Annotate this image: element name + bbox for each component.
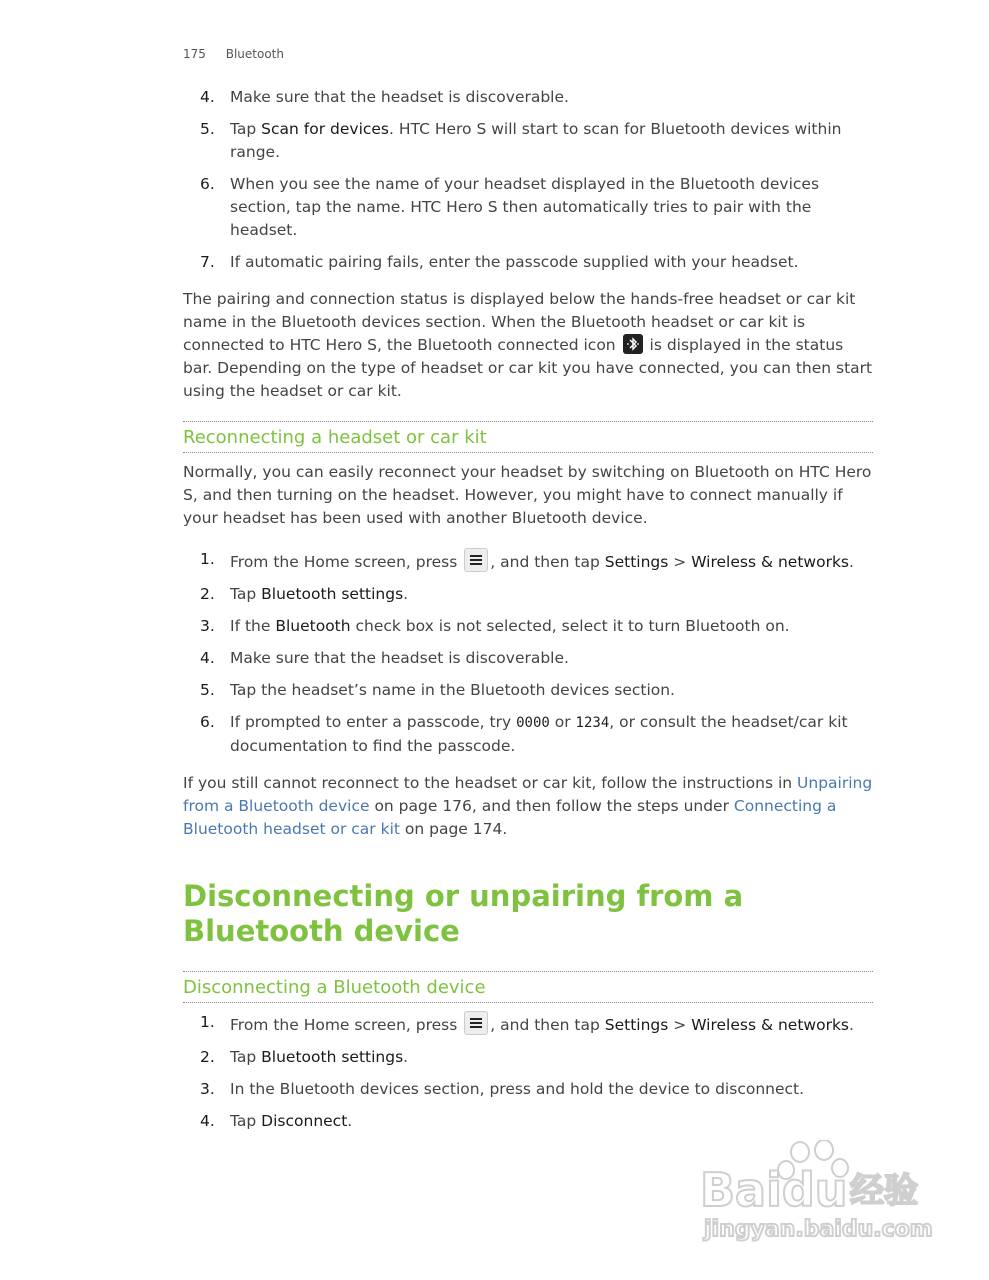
- disconnect-steps-list: [183, 1011, 873, 1133]
- ui-term: Wireless & networks: [691, 1016, 850, 1034]
- watermark-cn: 经验: [850, 1171, 918, 1211]
- section-heading-reconnect: Reconnecting a headset or car kit: [183, 421, 873, 453]
- bluetooth-connected-icon: [623, 334, 643, 354]
- passcode-0000: 0000: [516, 715, 550, 731]
- list-item: 6. If prompted to enter a passcode, try 0000 or 1234, or consult the headset/car kit documentation to find the passcode.: [200, 713, 848, 755]
- list-item: 3. In the Bluetooth devices section, press and hold the device to disconnect.: [200, 1080, 805, 1098]
- page-number: 175: [183, 47, 206, 61]
- chapter-title: Bluetooth: [225, 47, 284, 61]
- link-unpairing[interactable]: Unpairing from a Bluetooth device: [183, 774, 873, 815]
- list-item: 1. From the Home screen, press , and then tap Settings > Wireless & networks.: [200, 1013, 854, 1034]
- list-item: 4. Make sure that the headset is discoverable.: [200, 88, 569, 106]
- passcode-1234: 1234: [575, 715, 610, 731]
- list-item: 2. Tap Bluetooth settings.: [200, 1048, 409, 1066]
- watermark-brand: Baidu: [700, 1163, 848, 1217]
- link-connecting-headset[interactable]: Connecting a Bluetooth headset or car kit: [183, 797, 837, 838]
- ui-term: Scan for devices: [261, 120, 390, 138]
- ui-term: Disconnect: [261, 1112, 348, 1130]
- list-item: 6. When you see the name of your headset displayed in the Bluetooth devices section, tap the name. HTC Hero S then automatically tries to pair with the headset.: [200, 175, 820, 239]
- page-header: [183, 47, 284, 61]
- menu-icon: [464, 548, 488, 572]
- ui-term: Bluetooth: [275, 617, 351, 635]
- reconnect-intro: Normally, you can easily reconnect your headset by switching on Bluetooth on HTC Hero S, and then turning on the headset. However, you might have to connect manually if your headset has been used with another Bluetooth device.: [183, 463, 872, 527]
- list-item: 1. From the Home screen, press , and then tap Settings > Wireless & networks.: [200, 550, 854, 571]
- status-paragraph: The pairing and connection status is displayed below the hands-free headset or car kit name in the Bluetooth devices section. When the Bluetooth headset or car kit is connected to HTC Hero S, the Bluetooth connected icon is displayed in the status bar. Depending on the type of headset or car kit you have connected, you can then start using the headset or car kit.: [183, 290, 873, 400]
- list-item: 7. If automatic pairing fails, enter the passcode supplied with your headset.: [200, 253, 799, 271]
- reconnect-steps-list: [183, 548, 873, 758]
- chapter-heading-disconnect: Disconnecting or unpairing from a Bluetooth device: [183, 879, 744, 948]
- reconnect-outro: If you still cannot reconnect to the headset or car kit, follow the instructions in Unpairing from a Bluetooth device on page 176, and then follow the steps under Connecting a Bluetooth headset or car kit on page 174.: [183, 774, 873, 838]
- ui-term: Settings: [604, 1016, 669, 1034]
- list-item: 4. Make sure that the headset is discoverable.: [200, 649, 569, 667]
- section-heading-disconnect: Disconnecting a Bluetooth device: [183, 971, 873, 1003]
- ui-term: Settings: [604, 553, 669, 571]
- ui-term: Bluetooth settings: [261, 585, 404, 603]
- baidu-jingyan-watermark: [700, 1140, 940, 1250]
- menu-icon: [464, 1011, 488, 1035]
- list-item: 4. Tap Disconnect.: [200, 1112, 353, 1130]
- list-item: 5. Tap Scan for devices. HTC Hero S will start to scan for Bluetooth devices within range.: [200, 120, 842, 161]
- ui-term: Wireless & networks: [691, 553, 850, 571]
- list-item: 5. Tap the headset’s name in the Bluetooth devices section.: [200, 681, 675, 699]
- page-content: [183, 86, 873, 1147]
- watermark-url: jingyan.baidu.com: [704, 1217, 933, 1242]
- list-item: 2. Tap Bluetooth settings.: [200, 585, 409, 603]
- list-item: 3. If the Bluetooth check box is not selected, select it to turn Bluetooth on.: [200, 617, 790, 635]
- pairing-steps-list: [183, 86, 873, 274]
- ui-term: Bluetooth settings: [261, 1048, 404, 1066]
